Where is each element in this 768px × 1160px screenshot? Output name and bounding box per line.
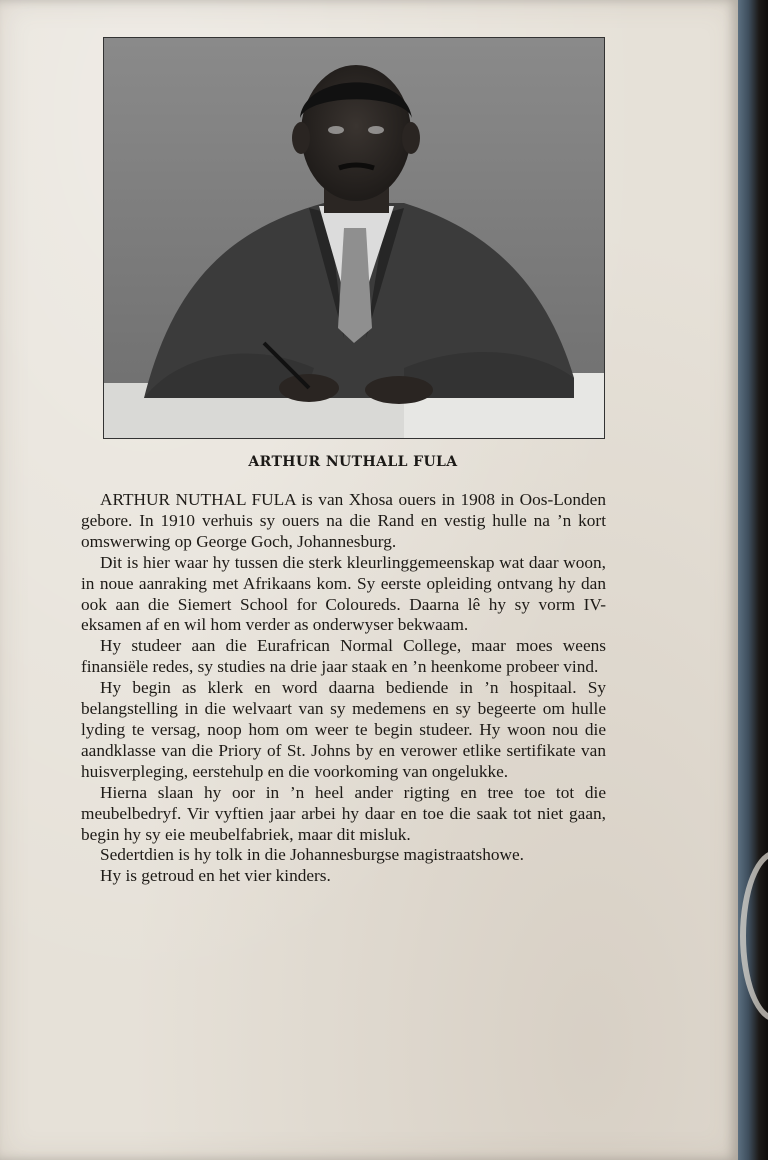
- bio-paragraph: Sedertdien is hy tolk in die Johannesburgse magistraatshowe.: [100, 845, 524, 865]
- author-biography: [81, 490, 606, 887]
- bio-paragraph: Hierna slaan hy oor in ’n heel ander rigting en tree toe tot die meubelbedryf. Vir vyftien jaar arbei hy daar en toe die saak tot niet gaan, begin hy sy eie meubelfabriek, maar dit misluk.: [81, 782, 606, 844]
- bio-paragraph: ARTHUR NUTHAL FULA is van Xhosa ouers in 1908 in Oos-Londen gebore. In 1910 verhuis sy ouers na die Rand en vestig hulle na ’n kort omswerwing op George Goch, Johannesburg.: [81, 490, 606, 551]
- portrait-caption: ARTHUR NUTHALL FULA: [248, 454, 458, 470]
- author-portrait-photo: [103, 37, 605, 439]
- bio-paragraph: Hy is getroud en het vier kinders.: [100, 866, 331, 886]
- bio-paragraph: Hy studeer aan die Eurafrican Normal College, maar moes weens finansiële redes, sy studies na drie jaar staak en ’n heenkome probeer vind.: [81, 636, 606, 677]
- bio-paragraph: Dit is hier waar hy tussen die sterk kleurlinggemeenskap wat daar woon, in noue aanraking met Afrikaans kom. Sy eerste opleiding ontvang hy dan ook aan die Siemert School for Coloureds. Daarna lê hy sy vorm IV-eksamen af en wil hom verder as onderwyser bekwaam.: [81, 552, 606, 635]
- bio-paragraph: Hy begin as klerk en word daarna bediende in ’n hospitaal. Sy belangstelling in die welvaart van sy medemens en sy begeerte om hulle lyding te versag, noop hom om weer te begin studeer. Hy woon nou die aandklasse van die Priory of St. Johns by en verower etlike sertifikate van huisverpleging, eerstehulp en die voorkoming van ongelukke.: [81, 678, 606, 781]
- portrait-illustration: [104, 38, 604, 438]
